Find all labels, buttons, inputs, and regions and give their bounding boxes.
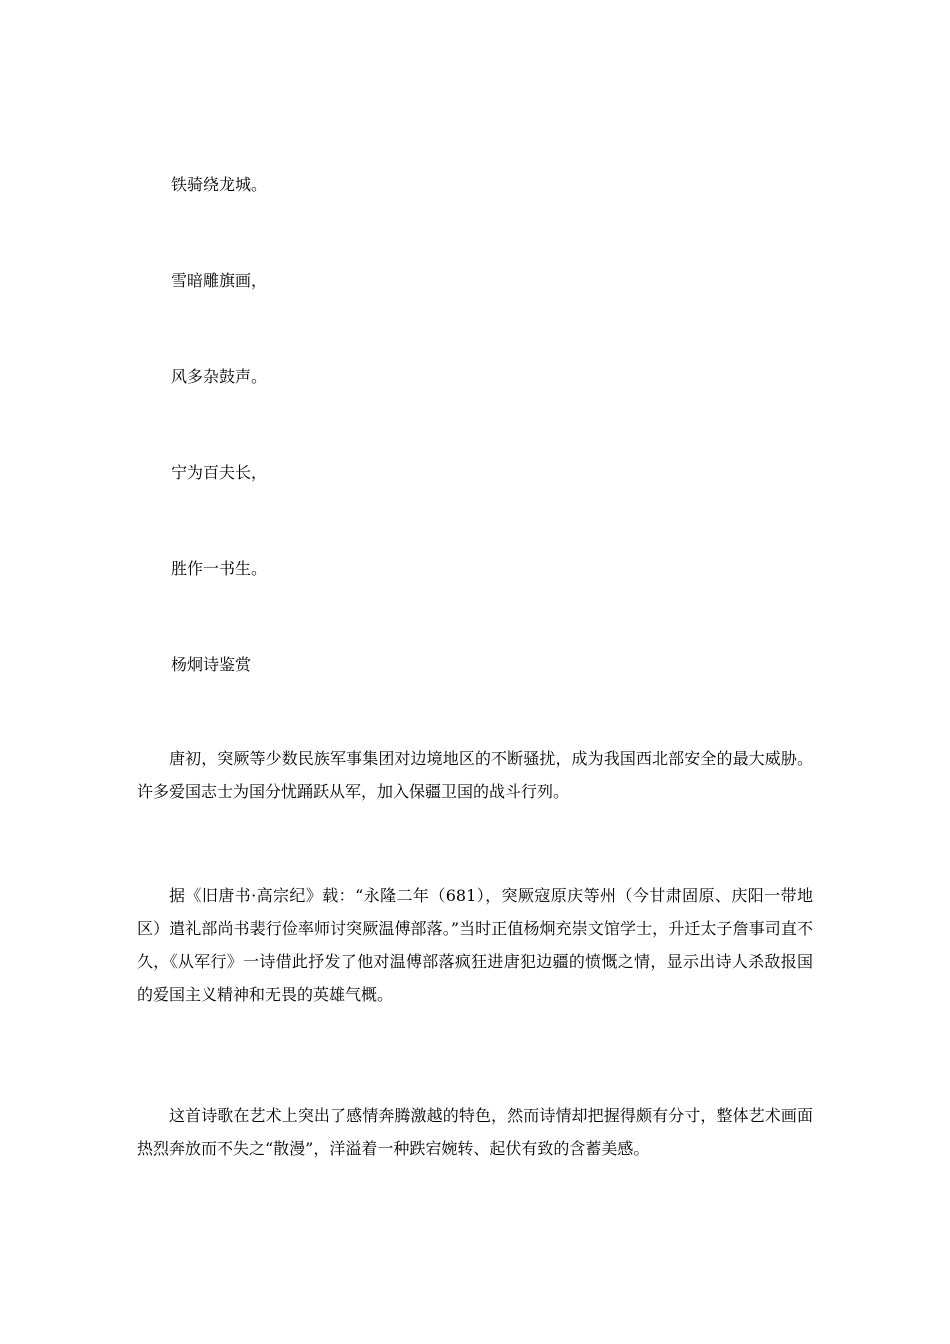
poem-line: 风多杂鼓声。 <box>171 367 268 386</box>
body-paragraph: 据《旧唐书·高宗纪》载：“永隆二年（681），突厥寇原庆等州（今甘肃固原、庆阳一带地区）遣礼部尚书裴行俭率师讨突厥温傅部落。”当时正值杨炯充崇文馆学士，升迁太子詹事司直不久，《从军行》一诗借此抒发了他对温傅部落疯狂进唐犯边疆的愤慨之情，显示出诗人杀敌报国的爱国主义精神和无畏的英雄气概。 <box>137 886 813 1004</box>
body-paragraph: 这首诗歌在艺术上突出了感情奔腾激越的特色，然而诗情却把握得颇有分寸，整体艺术画面热烈奔放而不失之“散漫”，洋溢着一种跌宕婉转、起伏有致的含蓄美感。 <box>137 1106 813 1158</box>
poem-line: 雪暗雕旗画， <box>171 271 268 290</box>
body-paragraph: 唐初，突厥等少数民族军事集团对边境地区的不断骚扰，成为我国西北部安全的最大威胁。许多爱国志士为国分忧踊跃从军，加入保疆卫国的战斗行列。 <box>137 749 813 801</box>
section-title: 杨炯诗鉴赏 <box>171 655 252 674</box>
poem-line: 胜作一书生。 <box>171 559 268 578</box>
poem-line: 宁为百夫长， <box>171 463 268 482</box>
poem-line: 铁骑绕龙城。 <box>171 175 268 194</box>
